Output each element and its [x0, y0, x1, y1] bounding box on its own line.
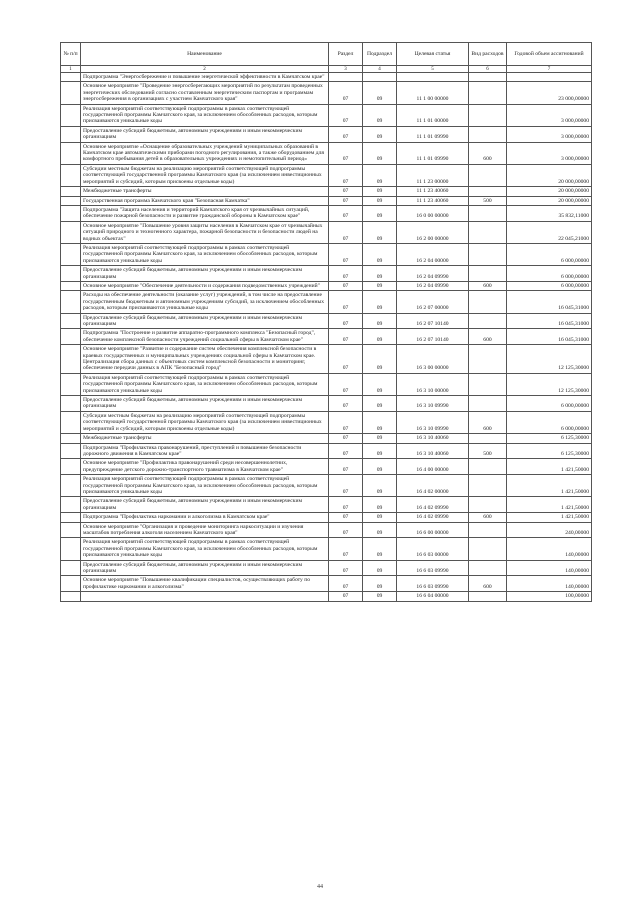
table-row [61, 592, 592, 601]
cell-expense-type [469, 164, 507, 186]
cell-target-article: 16 3 10 00000 [397, 373, 469, 395]
table-row [61, 313, 592, 329]
cell-amount: 6 000,00000 [507, 266, 592, 282]
cell-target-article: 11 1 23 40060 [397, 196, 469, 205]
cell-razdel: 07 [329, 291, 363, 313]
cell-razdel: 07 [329, 221, 363, 243]
header-razdel: Раздел [329, 43, 363, 66]
table-row [61, 266, 592, 282]
cell-num [61, 396, 81, 412]
cell-name: Подпрограмма "Профилактика наркомании и алкоголизма в Камчатском крае" [81, 513, 329, 522]
table-row [61, 221, 592, 243]
cell-razdel: 07 [329, 522, 363, 538]
cell-amount: 1 421,50000 [507, 475, 592, 497]
cell-num [61, 459, 81, 475]
cell-podrazdel: 09 [363, 592, 397, 601]
cell-podrazdel: 09 [363, 313, 397, 329]
cell-razdel: 07 [329, 475, 363, 497]
cell-expense-type: 600 [469, 513, 507, 522]
cell-amount: 6 000,00000 [507, 411, 592, 433]
table-row [61, 104, 592, 126]
cell-name [81, 592, 329, 601]
cell-amount: 3 000,00000 [507, 142, 592, 164]
table-row [61, 475, 592, 497]
cell-num [61, 434, 81, 443]
cell-podrazdel [363, 73, 397, 82]
cell-expense-type [469, 266, 507, 282]
table-row [61, 291, 592, 313]
budget-table [60, 42, 592, 602]
table-row [61, 82, 592, 104]
cell-num [61, 73, 81, 82]
cell-podrazdel: 09 [363, 187, 397, 196]
cell-podrazdel: 09 [363, 126, 397, 142]
cell-expense-type [469, 434, 507, 443]
cell-num [61, 142, 81, 164]
cell-name: Государственная программа Камчатского края "Безопасная Камчатка" [81, 196, 329, 205]
cell-name: Основное мероприятие "Организация и проведение мониторинга наркоситуации и изучения масштабов потребления алкоголя населением Камчатского края" [81, 522, 329, 538]
cell-amount: 16 045,31000 [507, 291, 592, 313]
cell-amount: 16 045,31000 [507, 329, 592, 345]
cell-podrazdel: 09 [363, 142, 397, 164]
cell-name: Реализация мероприятий соответствующей подпрограммы в рамках соответствующей государственной программы Камчатского края, за исключением обособленных расходов, которым присваиваются уникальные коды [81, 475, 329, 497]
cell-expense-type [469, 187, 507, 196]
cell-podrazdel: 09 [363, 373, 397, 395]
cell-num [61, 513, 81, 522]
table-row [61, 538, 592, 560]
cell-num [61, 497, 81, 513]
cell-num [61, 104, 81, 126]
cell-name: Реализация мероприятий соответствующей подпрограммы в рамках соответствующей государственной программы Камчатского края, за исключением обособленных расходов, которым присваиваются уникальные коды [81, 104, 329, 126]
cell-target-article: 11 1 23 40060 [397, 187, 469, 196]
cell-podrazdel: 09 [363, 281, 397, 290]
cell-target-article: 16 3 10 09990 [397, 396, 469, 412]
table-row [61, 205, 592, 221]
cell-amount: 6 000,00000 [507, 281, 592, 290]
cell-podrazdel: 09 [363, 497, 397, 513]
table-row [61, 281, 592, 290]
table-row [61, 373, 592, 395]
cell-razdel: 07 [329, 345, 363, 374]
column-number: 3 [329, 66, 363, 73]
cell-podrazdel: 09 [363, 221, 397, 243]
cell-num [61, 443, 81, 459]
cell-expense-type [469, 345, 507, 374]
cell-expense-type [469, 592, 507, 601]
cell-amount: 20 000,00000 [507, 187, 592, 196]
cell-num [61, 126, 81, 142]
cell-expense-type [469, 522, 507, 538]
cell-target-article: 16 2 07 10140 [397, 313, 469, 329]
table-row [61, 345, 592, 374]
cell-razdel: 07 [329, 266, 363, 282]
cell-expense-type [469, 396, 507, 412]
cell-expense-type: 600 [469, 281, 507, 290]
cell-target-article: 16 3 10 40060 [397, 434, 469, 443]
cell-target-article: 16 4 02 00000 [397, 475, 469, 497]
cell-name: Основное мероприятие "Повышение квалификации специалистов, осуществляющих работу по профилактике наркомании и алкоголизма" [81, 576, 329, 592]
cell-podrazdel: 09 [363, 164, 397, 186]
header-num: № п/п [61, 43, 81, 66]
cell-amount: 23 000,00000 [507, 82, 592, 104]
cell-name: Реализация мероприятий соответствующей подпрограммы в рамках соответствующей государственной программы Камчатского края, за исключением обособленных расходов, которым присваиваются уникальные коды [81, 538, 329, 560]
cell-num [61, 291, 81, 313]
cell-target-article: 16 2 04 09990 [397, 281, 469, 290]
cell-name: Основное мероприятие "Профилактика правонарушений среди несовершеннолетних, предупреждение детского дорожно-транспортного травматизма в Камчатском крае" [81, 459, 329, 475]
table-row [61, 142, 592, 164]
cell-amount: 20 000,00000 [507, 164, 592, 186]
cell-podrazdel: 09 [363, 538, 397, 560]
cell-razdel: 07 [329, 329, 363, 345]
table-row [61, 411, 592, 433]
table-row [61, 522, 592, 538]
cell-podrazdel: 09 [363, 434, 397, 443]
table-row [61, 243, 592, 265]
cell-num [61, 243, 81, 265]
cell-name: Реализация мероприятий соответствующей подпрограммы в рамках соответствующей государственной программы Камчатского края, за исключением обособленных расходов, которым присваиваются уникальные коды [81, 373, 329, 395]
cell-razdel: 07 [329, 281, 363, 290]
cell-name: Реализация мероприятий соответствующей подпрограммы в рамках соответствующей государственной программы Камчатского края, за исключением обособленных расходов, которым присваиваются уникальные коды [81, 243, 329, 265]
cell-num [61, 196, 81, 205]
cell-razdel: 07 [329, 196, 363, 205]
table-row [61, 560, 592, 576]
cell-name: Субсидии местным бюджетам на реализацию мероприятий соответствующей подпрограммы соответствующей государственной программы Камчатского края (за исключением инвестиционных мероприятий и субсидий, которым присвоены отдельные коды) [81, 164, 329, 186]
cell-expense-type [469, 82, 507, 104]
cell-amount: 1 421,50000 [507, 497, 592, 513]
cell-podrazdel: 09 [363, 243, 397, 265]
table-body [61, 73, 592, 602]
column-number: 2 [81, 66, 329, 73]
table-row [61, 164, 592, 186]
cell-target-article: 11 1 01 00000 [397, 104, 469, 126]
cell-name: Предоставление субсидий бюджетным, автономным учреждениям и иным некоммерческим организациям [81, 396, 329, 412]
table-row [61, 513, 592, 522]
cell-razdel: 07 [329, 313, 363, 329]
cell-expense-type [469, 73, 507, 82]
cell-razdel: 07 [329, 459, 363, 475]
cell-num [61, 164, 81, 186]
cell-num [61, 560, 81, 576]
cell-num [61, 411, 81, 433]
cell-razdel: 07 [329, 538, 363, 560]
cell-num [61, 187, 81, 196]
cell-podrazdel: 09 [363, 459, 397, 475]
cell-num [61, 475, 81, 497]
cell-target-article: 16 0 00 00000 [397, 205, 469, 221]
table-row [61, 434, 592, 443]
cell-name: Основное мероприятие «Оснащение образовательных учреждений муниципальных образований в Камчатском крае автоматическими приборами погодного регулирования, а также оборудованием для комфортного пребывания детей в образовательных учреждениях и немотопительный период» [81, 142, 329, 164]
cell-num [61, 538, 81, 560]
cell-podrazdel: 09 [363, 291, 397, 313]
column-number: 1 [61, 66, 81, 73]
header-expense-type: Вид расходов [469, 43, 507, 66]
cell-expense-type [469, 373, 507, 395]
cell-razdel [329, 73, 363, 82]
cell-amount [507, 73, 592, 82]
cell-num [61, 266, 81, 282]
cell-expense-type: 500 [469, 443, 507, 459]
cell-amount: 22 045,21000 [507, 221, 592, 243]
cell-podrazdel: 09 [363, 396, 397, 412]
cell-num [61, 205, 81, 221]
column-number-row [61, 66, 592, 73]
cell-podrazdel: 09 [363, 513, 397, 522]
cell-expense-type [469, 475, 507, 497]
column-number: 6 [469, 66, 507, 73]
column-number: 4 [363, 66, 397, 73]
cell-expense-type [469, 221, 507, 243]
header-podrazdel: Подраздел [363, 43, 397, 66]
cell-name: Предоставление субсидий бюджетным, автономным учреждениям и иным некоммерческим организациям [81, 266, 329, 282]
cell-razdel: 07 [329, 164, 363, 186]
cell-name: Расходы на обеспечение деятельности (оказание услуг) учреждений, в том числе на предоставление государственным бюджетным и автономным учреждениям субсидий, за исключением обособленных расходов, которым присваиваются уникальные коды [81, 291, 329, 313]
cell-target-article: 16 2 07 10140 [397, 329, 469, 345]
cell-amount: 240,00000 [507, 522, 592, 538]
cell-name: Межбюджетные трансферты [81, 434, 329, 443]
cell-name: Подпрограмма "Построение и развитие аппаратно-программного комплекса "Безопасный город", обеспечение комплексной безопасности учреждений социальной сферы в Камчатском крае" [81, 329, 329, 345]
cell-num [61, 313, 81, 329]
cell-target-article: 16 4 02 09990 [397, 497, 469, 513]
cell-name: Предоставление субсидий бюджетным, автономным учреждениям и иным некоммерческим организациям [81, 126, 329, 142]
cell-num [61, 329, 81, 345]
column-number: 7 [507, 66, 592, 73]
cell-expense-type [469, 291, 507, 313]
cell-podrazdel: 09 [363, 104, 397, 126]
cell-name: Межбюджетные трансферты [81, 187, 329, 196]
table-row [61, 576, 592, 592]
cell-name: Предоставление субсидий бюджетным, автономным учреждениям и иным некоммерческим организациям [81, 560, 329, 576]
cell-razdel: 07 [329, 396, 363, 412]
cell-razdel: 07 [329, 592, 363, 601]
cell-amount: 1 421,50000 [507, 513, 592, 522]
table-row [61, 187, 592, 196]
cell-target-article: 16 6 04 00000 [397, 592, 469, 601]
cell-amount: 12 125,30000 [507, 345, 592, 374]
cell-target-article: 16 3 00 00000 [397, 345, 469, 374]
table-row [61, 196, 592, 205]
cell-name: Подпрограмма "Энергосбережение и повышение энергетической эффективности в Камчатском крае" [81, 73, 329, 82]
cell-num [61, 281, 81, 290]
cell-podrazdel: 09 [363, 522, 397, 538]
column-number: 5 [397, 66, 469, 73]
cell-podrazdel: 09 [363, 205, 397, 221]
cell-podrazdel: 09 [363, 329, 397, 345]
cell-expense-type [469, 538, 507, 560]
cell-expense-type [469, 205, 507, 221]
cell-num [61, 576, 81, 592]
cell-target-article: 11 1 01 09990 [397, 126, 469, 142]
header-annual-amount: Годовой объем ассигнований [507, 43, 592, 66]
cell-expense-type: 500 [469, 196, 507, 205]
cell-amount: 3 000,00000 [507, 126, 592, 142]
cell-podrazdel: 09 [363, 345, 397, 374]
cell-expense-type [469, 104, 507, 126]
cell-razdel: 07 [329, 243, 363, 265]
cell-razdel: 07 [329, 443, 363, 459]
cell-target-article: 16 4 00 00000 [397, 459, 469, 475]
cell-target-article: 16 2 04 09990 [397, 266, 469, 282]
cell-target-article: 11 1 23 00000 [397, 164, 469, 186]
table-row [61, 126, 592, 142]
cell-amount: 12 125,30000 [507, 373, 592, 395]
cell-razdel: 07 [329, 497, 363, 513]
cell-razdel: 07 [329, 104, 363, 126]
cell-amount: 100,00000 [507, 592, 592, 601]
cell-podrazdel: 09 [363, 411, 397, 433]
cell-razdel: 07 [329, 142, 363, 164]
cell-name: Предоставление субсидий бюджетным, автономным учреждениям и иным некоммерческим организациям [81, 497, 329, 513]
cell-podrazdel: 09 [363, 266, 397, 282]
cell-name: Предоставление субсидий бюджетным, автономным учреждениям и иным некоммерческим организациям [81, 313, 329, 329]
cell-amount: 1 421,50000 [507, 459, 592, 475]
cell-name: Основное мероприятие "Повышение уровня защиты населения в Камчатском крае от чрезвычайных ситуаций природного и техногенного характера, пожарной безопасности и безопасности людей на водных объектах" [81, 221, 329, 243]
cell-num [61, 592, 81, 601]
cell-podrazdel: 09 [363, 576, 397, 592]
cell-num [61, 373, 81, 395]
cell-name: Подпрограмма "Профилактика правонарушений, преступлений и повышение безопасности дорожного движения в Камчатском крае" [81, 443, 329, 459]
cell-expense-type [469, 459, 507, 475]
cell-num [61, 522, 81, 538]
cell-amount: 6 000,00000 [507, 243, 592, 265]
header-name: Наименование [81, 43, 329, 66]
cell-num [61, 82, 81, 104]
cell-razdel: 07 [329, 411, 363, 433]
cell-razdel: 07 [329, 126, 363, 142]
cell-target-article: 16 2 07 00000 [397, 291, 469, 313]
page-number: 44 [317, 884, 323, 890]
cell-target-article: 11 1 01 09990 [397, 142, 469, 164]
cell-podrazdel: 09 [363, 196, 397, 205]
cell-target-article: 16 6 03 09990 [397, 576, 469, 592]
cell-podrazdel: 09 [363, 560, 397, 576]
cell-amount: 140,00000 [507, 576, 592, 592]
cell-target-article: 16 3 10 09990 [397, 411, 469, 433]
cell-amount: 35 832,11000 [507, 205, 592, 221]
table-row [61, 73, 592, 82]
cell-target-article: 16 4 02 09990 [397, 513, 469, 522]
cell-expense-type: 600 [469, 329, 507, 345]
cell-razdel: 07 [329, 82, 363, 104]
cell-amount: 3 000,00000 [507, 104, 592, 126]
cell-amount: 140,00000 [507, 560, 592, 576]
cell-expense-type [469, 497, 507, 513]
cell-name: Основное мероприятие "Проведение энергосберегающих мероприятий по результатам проведенных энергетических обследований согласно составленным энергетическим паспортам и программам энергосбережения в организациях с участием Камчатского края" [81, 82, 329, 104]
cell-name: Основное мероприятие "Обеспечение деятельности и содержания подведомственных учреждений" [81, 281, 329, 290]
cell-razdel: 07 [329, 434, 363, 443]
cell-amount: 6 125,30000 [507, 434, 592, 443]
table-row [61, 497, 592, 513]
cell-target-article: 16 2 00 00000 [397, 221, 469, 243]
cell-expense-type [469, 313, 507, 329]
cell-razdel: 07 [329, 187, 363, 196]
cell-razdel: 07 [329, 560, 363, 576]
cell-expense-type: 600 [469, 411, 507, 433]
cell-amount: 6 000,00000 [507, 396, 592, 412]
cell-name: Субсидии местным бюджетам на реализацию мероприятий соответствующей подпрограммы соответствующей государственной программы Камчатского края (за исключением инвестиционных мероприятий и субсидий, которым присвоены отдельные коды) [81, 411, 329, 433]
cell-podrazdel: 09 [363, 475, 397, 497]
cell-name: Основное мероприятие "Развитие и содержание систем обеспечения комплексной безопасности в краевых государственных и муниципальных учреждениях социальной сферы в Камчатском крае. Централизация сбора данных с объектовых систем комплексной безопасности и мониторинг, обеспечение передачи данных в АПК "Безопасный город" [81, 345, 329, 374]
header-target-article: Целевая статья [397, 43, 469, 66]
table-row [61, 443, 592, 459]
cell-amount: 16 045,31000 [507, 313, 592, 329]
cell-amount: 20 000,00000 [507, 196, 592, 205]
cell-podrazdel: 09 [363, 443, 397, 459]
cell-amount: 140,00000 [507, 538, 592, 560]
cell-num [61, 345, 81, 374]
cell-razdel: 07 [329, 373, 363, 395]
cell-razdel: 07 [329, 513, 363, 522]
cell-amount: 6 125,30000 [507, 443, 592, 459]
cell-target-article: 16 2 04 00000 [397, 243, 469, 265]
table-row [61, 396, 592, 412]
cell-razdel: 07 [329, 576, 363, 592]
cell-podrazdel: 09 [363, 82, 397, 104]
cell-target-article: 11 1 00 00000 [397, 82, 469, 104]
cell-target-article: 16 6 03 09990 [397, 560, 469, 576]
cell-expense-type: 600 [469, 576, 507, 592]
cell-expense-type [469, 560, 507, 576]
cell-razdel: 07 [329, 205, 363, 221]
table-row [61, 459, 592, 475]
cell-expense-type [469, 126, 507, 142]
cell-expense-type [469, 243, 507, 265]
cell-target-article: 16 3 10 40060 [397, 443, 469, 459]
table-row [61, 329, 592, 345]
cell-target-article: 16 6 00 00000 [397, 522, 469, 538]
cell-name: Подпрограмма "Защита населения и территорий Камчатского края от чрезвычайных ситуаций, обеспечение пожарной безопасности и развитие гражданской обороны в Камчатском крае" [81, 205, 329, 221]
table-header-row [61, 43, 592, 66]
cell-target-article [397, 73, 469, 82]
cell-expense-type: 600 [469, 142, 507, 164]
cell-target-article: 16 6 03 00000 [397, 538, 469, 560]
cell-num [61, 221, 81, 243]
